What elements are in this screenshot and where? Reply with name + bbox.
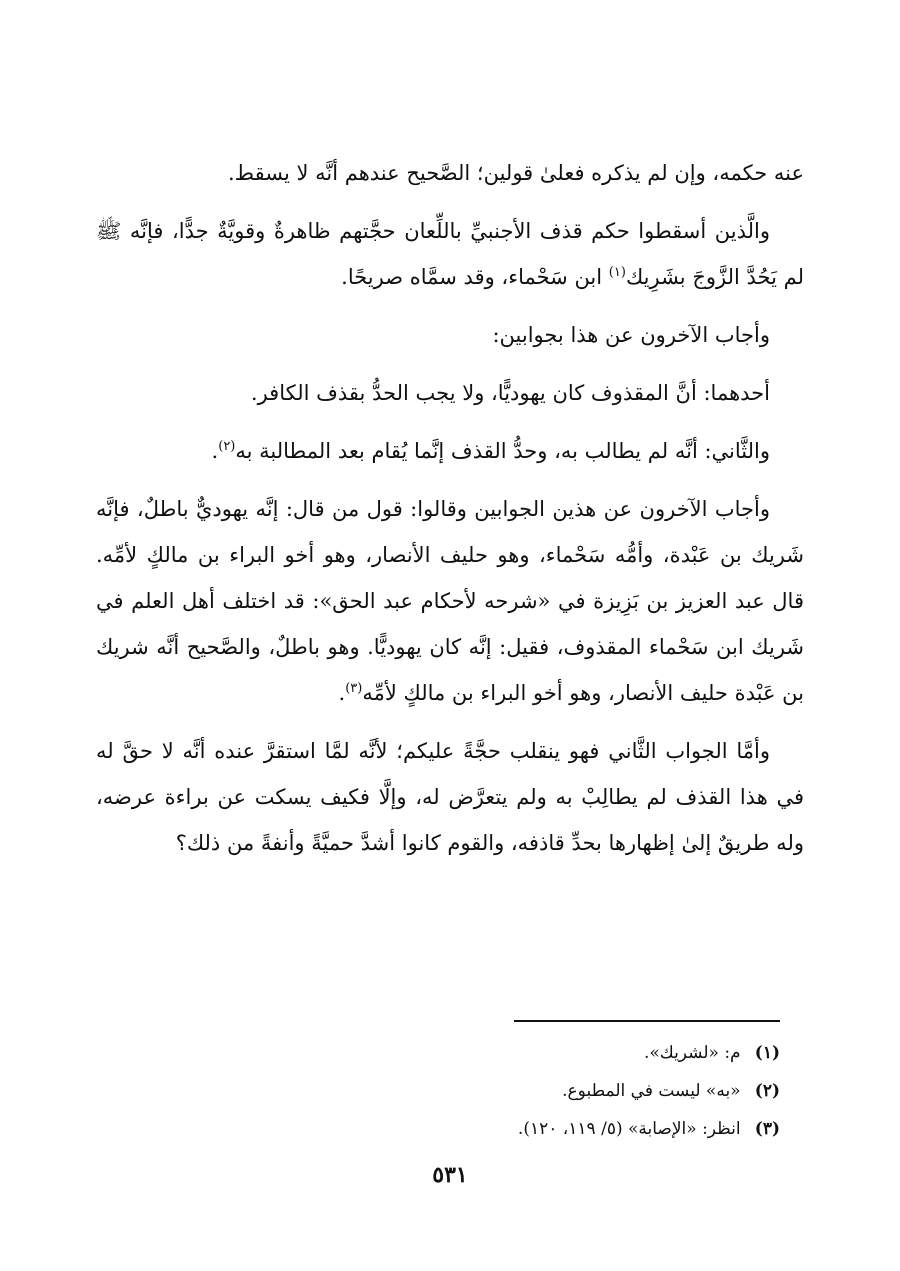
paragraph-text: ابن سَحْماء، وقد سمَّاه صريحًا. — [341, 265, 609, 289]
footnote-text: م: «لشريك». — [643, 1043, 741, 1063]
page-number: ٥٣١ — [432, 1162, 468, 1188]
footnote — [96, 1110, 780, 1148]
footnote-text: انظر: «الإصابة» (٥/ ١١٩، ١٢٠). — [517, 1119, 741, 1139]
footnote-number: (٢) — [754, 1081, 780, 1101]
paragraph-text: . — [211, 439, 219, 463]
paragraph — [96, 428, 804, 474]
footnote-ref: (١) — [608, 265, 626, 280]
footnote — [96, 1072, 780, 1110]
footnote-separator — [514, 1020, 780, 1022]
footnote-text: «به» ليست في المطبوع. — [562, 1081, 741, 1101]
paragraph — [96, 728, 804, 866]
paragraph-text: وأجاب الآخرون عن هذين الجوابين وقالوا: قول من قال: إنَّه يهوديٌّ باطلٌ، فإنَّه شَريك بن عَبْدة، وأمُّه سَحْماء، وهو حليف الأنصار، وهو أخو البراء بن مالكٍ لأمِّه. قال عبد العزيز بن بَزِيزة في «شرحه لأحكام عبد الحق»: قد اختلف أهل العلم في شَريك ابن سَحْماء المقذوف، فقيل: إنَّه كان يهوديًّا. وهو باطلٌ، والصَّحيح أنَّه شريك بن عَبْدة حليف الأنصار، وهو أخو البراء بن مالكٍ لأمِّه — [96, 497, 804, 705]
paragraph-text: والثَّاني: أنَّه لم يطالب به، وحدُّ القذف إنَّما يُقام بعد المطالبة به — [235, 439, 770, 463]
paragraph-text: والَّذين أسقطوا حكم قذف الأجنبيِّ باللِّعان حجَّتهم ظاهرةٌ وقويَّةٌ جدًّا، فإنَّه ﷺ لم يَحُدَّ الزَّوجَ بشَرِيك — [96, 219, 804, 289]
paragraph — [96, 312, 804, 358]
footnote-ref: (٢) — [218, 439, 236, 454]
paragraph — [96, 370, 804, 416]
paragraph — [96, 486, 804, 716]
paragraph-text: . — [338, 681, 346, 705]
footnote-ref: (٣) — [345, 681, 363, 696]
paragraph-text: عنه حكمه، وإن لم يذكره فعلىٰ قولين؛ الصَّحيح عندهم أنَّه لا يسقط. — [227, 161, 804, 185]
paragraph-text: وأجاب الآخرون عن هذا بجوابين: — [492, 323, 770, 347]
paragraph — [96, 208, 804, 300]
footnote-number: (٣) — [754, 1119, 780, 1139]
footnotes — [96, 1034, 780, 1148]
paragraph-text: أحدهما: أنَّ المقذوف كان يهوديًّا، ولا يجب الحدُّ بقذف الكافر. — [250, 381, 770, 405]
footnote-number: (١) — [754, 1043, 780, 1063]
paragraph — [96, 150, 804, 196]
paragraph-text: وأمَّا الجواب الثَّاني فهو ينقلب حجَّةً عليكم؛ لأنَّه لمَّا استقرَّ عنده أنَّه لا حقَّ له في هذا القذف لم يطالِبْ به ولم يتعرَّض له، وإلَّا فكيف يسكت عن براءة عرضه، وله طريقٌ إلىٰ إظهارها بحدِّ قاذفه، والقوم كانوا أشدَّ حميَّةً وأنفةً من ذلك؟ — [96, 739, 804, 855]
main-text — [96, 150, 804, 878]
footnote — [96, 1034, 780, 1072]
